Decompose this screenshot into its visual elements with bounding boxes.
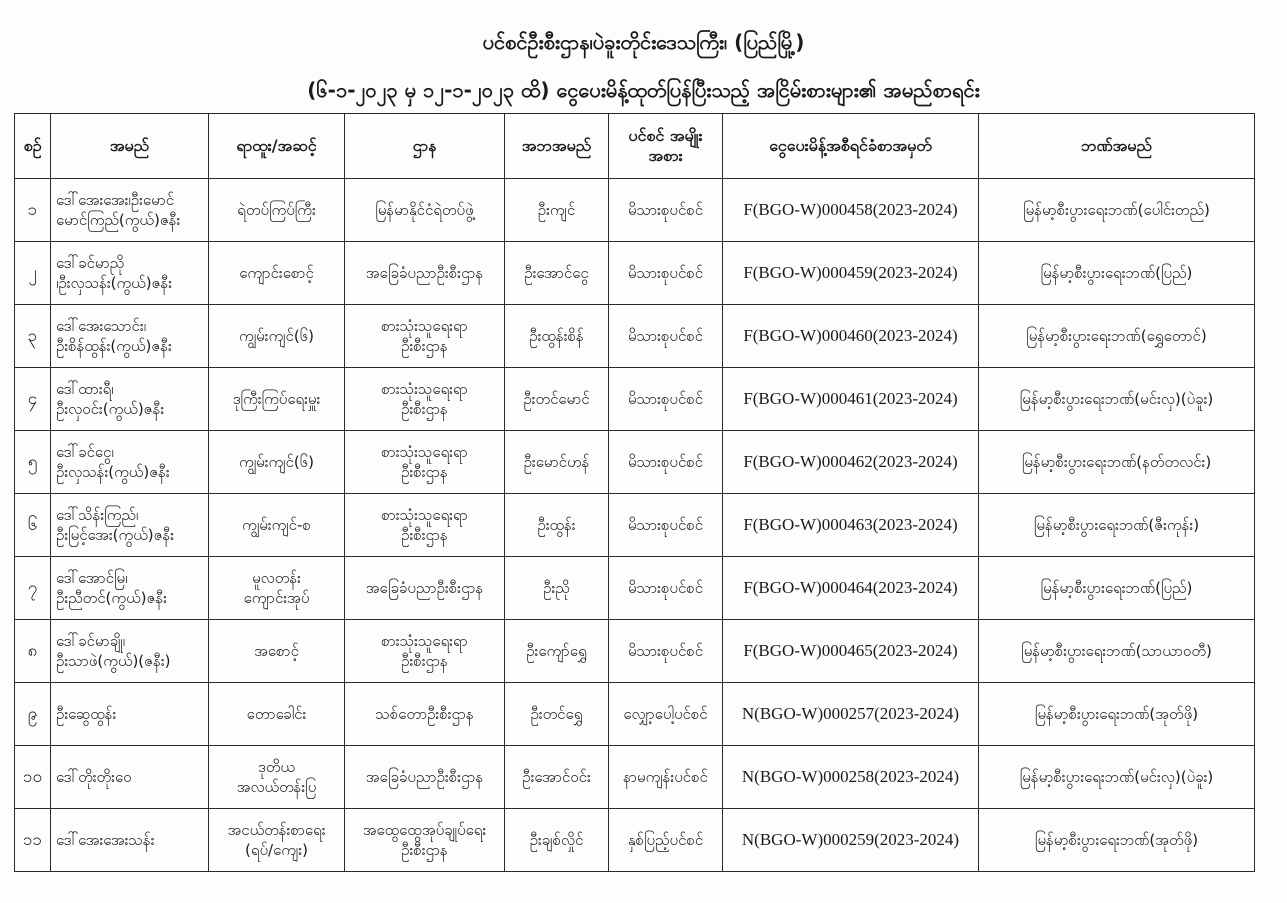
cell-line: မြန်မာနိုင်ငံရဲတပ်ဖွဲ့ [375, 201, 474, 219]
cell-line: ဦးဆွေထွန်း [56, 705, 117, 723]
cell-reg-no: F(BGO-W)000461(2023-2024) [723, 368, 979, 431]
cell-no: ၄ [15, 368, 51, 431]
cell-line: ကျွမ်းကျင်(၆) [239, 327, 314, 345]
cell-name [51, 179, 209, 242]
table-row [15, 557, 1255, 620]
cell-dept [345, 179, 505, 242]
cell-line: ဒေါ်အောင်မြ၊ [56, 569, 128, 587]
cell-father: ဦးညို [505, 557, 609, 620]
cell-no: ၁၀ [15, 746, 51, 809]
cell-line: ဒေါ်ခင်မာချို၊ [56, 632, 125, 650]
column-header-no: စဉ် [15, 114, 51, 179]
cell-bank: မြန်မာ့စီးပွားရေးဘဏ်(အုတ်ဖို) [979, 683, 1255, 746]
cell-line: စားသုံးသူရေးရာ [381, 380, 468, 398]
cell-name [51, 746, 209, 809]
cell-line: ဦးစိန်ထွန်း(ကွယ်)ဇနီး [56, 337, 172, 355]
cell-name [51, 683, 209, 746]
pensioner-table [14, 113, 1255, 872]
cell-rank [209, 683, 345, 746]
cell-name [51, 431, 209, 494]
cell-line: ဦးစီးဌာန [401, 463, 448, 481]
cell-line: ဦးစီးဌာန [401, 526, 448, 544]
cell-bank: မြန်မာ့စီးပွားရေးဘဏ်(ဇီးကုန်း) [979, 494, 1255, 557]
cell-dept [345, 557, 505, 620]
cell-reg-no: F(BGO-W)000460(2023-2024) [723, 305, 979, 368]
cell-dept [345, 494, 505, 557]
cell-father: ဦးချစ်လှိုင် [505, 809, 609, 872]
cell-reg-no: F(BGO-W)000462(2023-2024) [723, 431, 979, 494]
table-row [15, 179, 1255, 242]
cell-name [51, 809, 209, 872]
cell-dept [345, 431, 505, 494]
column-header-rank: ရာထူး/အဆင့် [209, 114, 345, 179]
cell-line: ဒေါ်အေးအေးသန်း [56, 831, 155, 849]
cell-father: ဦးတင်မောင် [505, 368, 609, 431]
cell-reg-no: F(BGO-W)000465(2023-2024) [723, 620, 979, 683]
cell-line: ရဲတပ်ကြပ်ကြီး [237, 201, 316, 219]
cell-line: ဒေါ်ခင်ငွေ၊ [56, 443, 114, 461]
cell-father: ဦးမောင်ဟန် [505, 431, 609, 494]
cell-dept [345, 242, 505, 305]
cell-dept [345, 683, 505, 746]
cell-rank [209, 431, 345, 494]
cell-pension-type: မိသားစုပင်စင် [609, 179, 723, 242]
page-title: ပင်စင်ဦးစီးဌာန၊ပဲခူးတိုင်းဒေသကြီး၊ (ပြည်မြို့) [482, 30, 805, 54]
cell-rank [209, 242, 345, 305]
cell-pension-type: မိသားစုပင်စင် [609, 557, 723, 620]
cell-name [51, 242, 209, 305]
cell-dept [345, 368, 505, 431]
cell-father: ဦးကျော်ရွှေ [505, 620, 609, 683]
cell-line: မူလတန်း [252, 569, 301, 587]
header-row [15, 114, 1255, 179]
cell-line: အခြေခံပညာဦးစီးဌာန [365, 768, 484, 786]
cell-line: ဦးစီးဌာန [401, 652, 448, 670]
cell-line: သစ်တောဦးစီးဌာန [375, 705, 474, 723]
column-header-dept: ဌာန [345, 114, 505, 179]
cell-line: ၊ဦးလှသန်း(ကွယ်)ဇနီး [56, 274, 173, 292]
cell-bank: မြန်မာ့စီးပွားရေးဘဏ်(ရွှေတောင်) [979, 305, 1255, 368]
cell-line: တောခေါင်း [246, 705, 307, 723]
cell-pension-type: မိသားစုပင်စင် [609, 242, 723, 305]
cell-pension-type: မိသားစုပင်စင် [609, 494, 723, 557]
cell-line: မောင်ကြည်(ကွယ်)ဇနီး [56, 211, 181, 229]
cell-line: ကျွမ်းကျင်(၆) [239, 453, 314, 471]
cell-dept [345, 809, 505, 872]
cell-bank: မြန်မာ့စီးပွားရေးဘဏ်(မင်းလှ)(ပဲခူး) [979, 368, 1255, 431]
cell-line: ဒေါ်သိန်းကြည်၊ [56, 506, 139, 524]
cell-line: ဒေါ်ခင်မာညို [56, 254, 125, 272]
cell-rank [209, 620, 345, 683]
cell-bank: မြန်မာ့စီးပွားရေးဘဏ်(သာယာဝတီ) [979, 620, 1255, 683]
cell-pension-type: မိသားစုပင်စင် [609, 431, 723, 494]
cell-name [51, 305, 209, 368]
cell-dept [345, 746, 505, 809]
cell-pension-type: မိသားစုပင်စင် [609, 368, 723, 431]
cell-line: ကျွမ်းကျင်-စ [242, 516, 311, 534]
cell-line: ဒေါ်အေးသောင်း၊ [56, 317, 147, 335]
page-subtitle: (၆-၁-၂၀၂၃ မှ ၁၂-၁-၂၀၂၃ ထိ) ငွေပေးမိန့်ထုတ်ပြန်ပြီးသည့် အငြိမ်းစားများ၏ အမည်စာရင်း [307, 78, 980, 102]
cell-reg-no: F(BGO-W)000464(2023-2024) [723, 557, 979, 620]
cell-rank [209, 557, 345, 620]
cell-line: စားသုံးသူရေးရာ [381, 317, 468, 335]
cell-pension-type: နာမကျန်းပင်စင် [609, 746, 723, 809]
cell-line: စားသုံးသူရေးရာ [381, 632, 468, 650]
table-row [15, 431, 1255, 494]
cell-line: အလယ်တန်းပြ [236, 778, 317, 796]
cell-line: ဒေါ်တိုးတိုးဝေ [56, 768, 132, 786]
table-row [15, 494, 1255, 557]
cell-no: ၆ [15, 494, 51, 557]
table-row [15, 242, 1255, 305]
cell-no: ၂ [15, 242, 51, 305]
column-header-reg-no: ငွေပေးမိန့်အစီရင်ခံစာအမှတ် [723, 114, 979, 179]
cell-line: အထွေထွေအုပ်ချုပ်ရေး [362, 821, 487, 839]
cell-line: ဦးစီးဌာန [401, 337, 448, 355]
cell-name [51, 368, 209, 431]
cell-line: ဦးလှဝင်း(ကွယ်)ဇနီး [56, 400, 165, 418]
cell-bank: မြန်မာ့စီးပွားရေးဘဏ်(ပေါင်းတည်) [979, 179, 1255, 242]
cell-line: စားသုံးသူရေးရာ [381, 506, 468, 524]
cell-rank [209, 494, 345, 557]
cell-line: အခြေခံပညာဦးစီးဌာန [365, 579, 484, 597]
cell-line: ဦးစီးဌာန [401, 841, 448, 859]
cell-father: ဦးအောင်ငွေ [505, 242, 609, 305]
cell-rank [209, 179, 345, 242]
cell-line: ဒေါ်အေးအေး၊ဦးမောင် [56, 191, 175, 209]
cell-line: ကျောင်းအုပ် [243, 589, 310, 607]
cell-no: ၃ [15, 305, 51, 368]
column-header-father: အဘအမည် [505, 114, 609, 179]
cell-line: ဦးသာဖဲ(ကွယ်)(ဇနီး) [56, 652, 171, 670]
cell-bank: မြန်မာ့စီးပွားရေးဘဏ်(အုတ်ဖို) [979, 809, 1255, 872]
cell-line: အစောင့် [254, 642, 299, 660]
cell-line: ဦးလှသန်း(ကွယ်)ဇနီး [56, 463, 170, 481]
cell-name [51, 557, 209, 620]
cell-line: ဦးညီတင်(ကွယ်)ဇနီး [56, 589, 167, 607]
cell-father: ဦးထွန်းစိန် [505, 305, 609, 368]
column-header-bank: ဘဏ်အမည် [979, 114, 1255, 179]
cell-name [51, 620, 209, 683]
cell-line: အခြေခံပညာဦးစီးဌာန [365, 264, 484, 282]
cell-reg-no: F(BGO-W)000463(2023-2024) [723, 494, 979, 557]
column-header-name: အမည် [51, 114, 209, 179]
cell-reg-no: F(BGO-W)000459(2023-2024) [723, 242, 979, 305]
cell-reg-no: N(BGO-W)000259(2023-2024) [723, 809, 979, 872]
table-row [15, 746, 1255, 809]
cell-pension-type: မိသားစုပင်စင် [609, 305, 723, 368]
cell-pension-type: လျှော့ပေါ့ပင်စင် [609, 683, 723, 746]
cell-bank: မြန်မာ့စီးပွားရေးဘဏ်(နတ်တလင်း) [979, 431, 1255, 494]
cell-father: ဦးထွန်း [505, 494, 609, 557]
cell-line: ဒုတိယ [258, 758, 295, 776]
cell-father: ဦးအောင်ဝင်း [505, 746, 609, 809]
cell-bank: မြန်မာ့စီးပွားရေးဘဏ်(ပြည်) [979, 242, 1255, 305]
cell-reg-no: F(BGO-W)000458(2023-2024) [723, 179, 979, 242]
table-row [15, 683, 1255, 746]
cell-no: ၇ [15, 557, 51, 620]
table-body [15, 179, 1255, 872]
cell-line: အငယ်တန်းစာရေး [227, 821, 326, 839]
cell-bank: မြန်မာ့စီးပွားရေးဘဏ်(မင်းလှ)(ပဲခူး) [979, 746, 1255, 809]
cell-line: ဦးမြင့်အေး(ကွယ်)ဇနီး [56, 526, 175, 544]
cell-rank [209, 746, 345, 809]
cell-line: ဒုကြီးကြပ်ရေးမှူး [232, 390, 321, 408]
table-row [15, 368, 1255, 431]
cell-line: ဦးစီးဌာန [401, 400, 448, 418]
cell-line: ကျောင်းစောင့် [239, 264, 314, 282]
cell-no: ၈ [15, 620, 51, 683]
table-row [15, 809, 1255, 872]
cell-father: ဦးတင်ရွှေ [505, 683, 609, 746]
cell-dept [345, 620, 505, 683]
cell-rank [209, 809, 345, 872]
cell-bank: မြန်မာ့စီးပွားရေးဘဏ်(ပြည်) [979, 557, 1255, 620]
cell-rank [209, 368, 345, 431]
column-header-pension-type: ပင်စင် အမျိုးအစား [609, 114, 723, 179]
cell-line: ဒေါ်ထားရီ၊ [56, 380, 114, 398]
cell-no: ၅ [15, 431, 51, 494]
cell-name [51, 494, 209, 557]
cell-no: ၁ [15, 179, 51, 242]
cell-pension-type: နှစ်ပြည့်ပင်စင် [609, 809, 723, 872]
table-header [15, 114, 1255, 179]
cell-no: ၉ [15, 683, 51, 746]
cell-rank [209, 305, 345, 368]
cell-no: ၁၁ [15, 809, 51, 872]
cell-line: စားသုံးသူရေးရာ [381, 443, 468, 461]
cell-reg-no: N(BGO-W)000258(2023-2024) [723, 746, 979, 809]
cell-reg-no: N(BGO-W)000257(2023-2024) [723, 683, 979, 746]
table-row [15, 620, 1255, 683]
cell-pension-type: မိသားစုပင်စင် [609, 620, 723, 683]
table-row [15, 305, 1255, 368]
cell-line: (ရပ်/ကျေး) [245, 841, 308, 859]
cell-dept [345, 305, 505, 368]
cell-father: ဦးကျင် [505, 179, 609, 242]
